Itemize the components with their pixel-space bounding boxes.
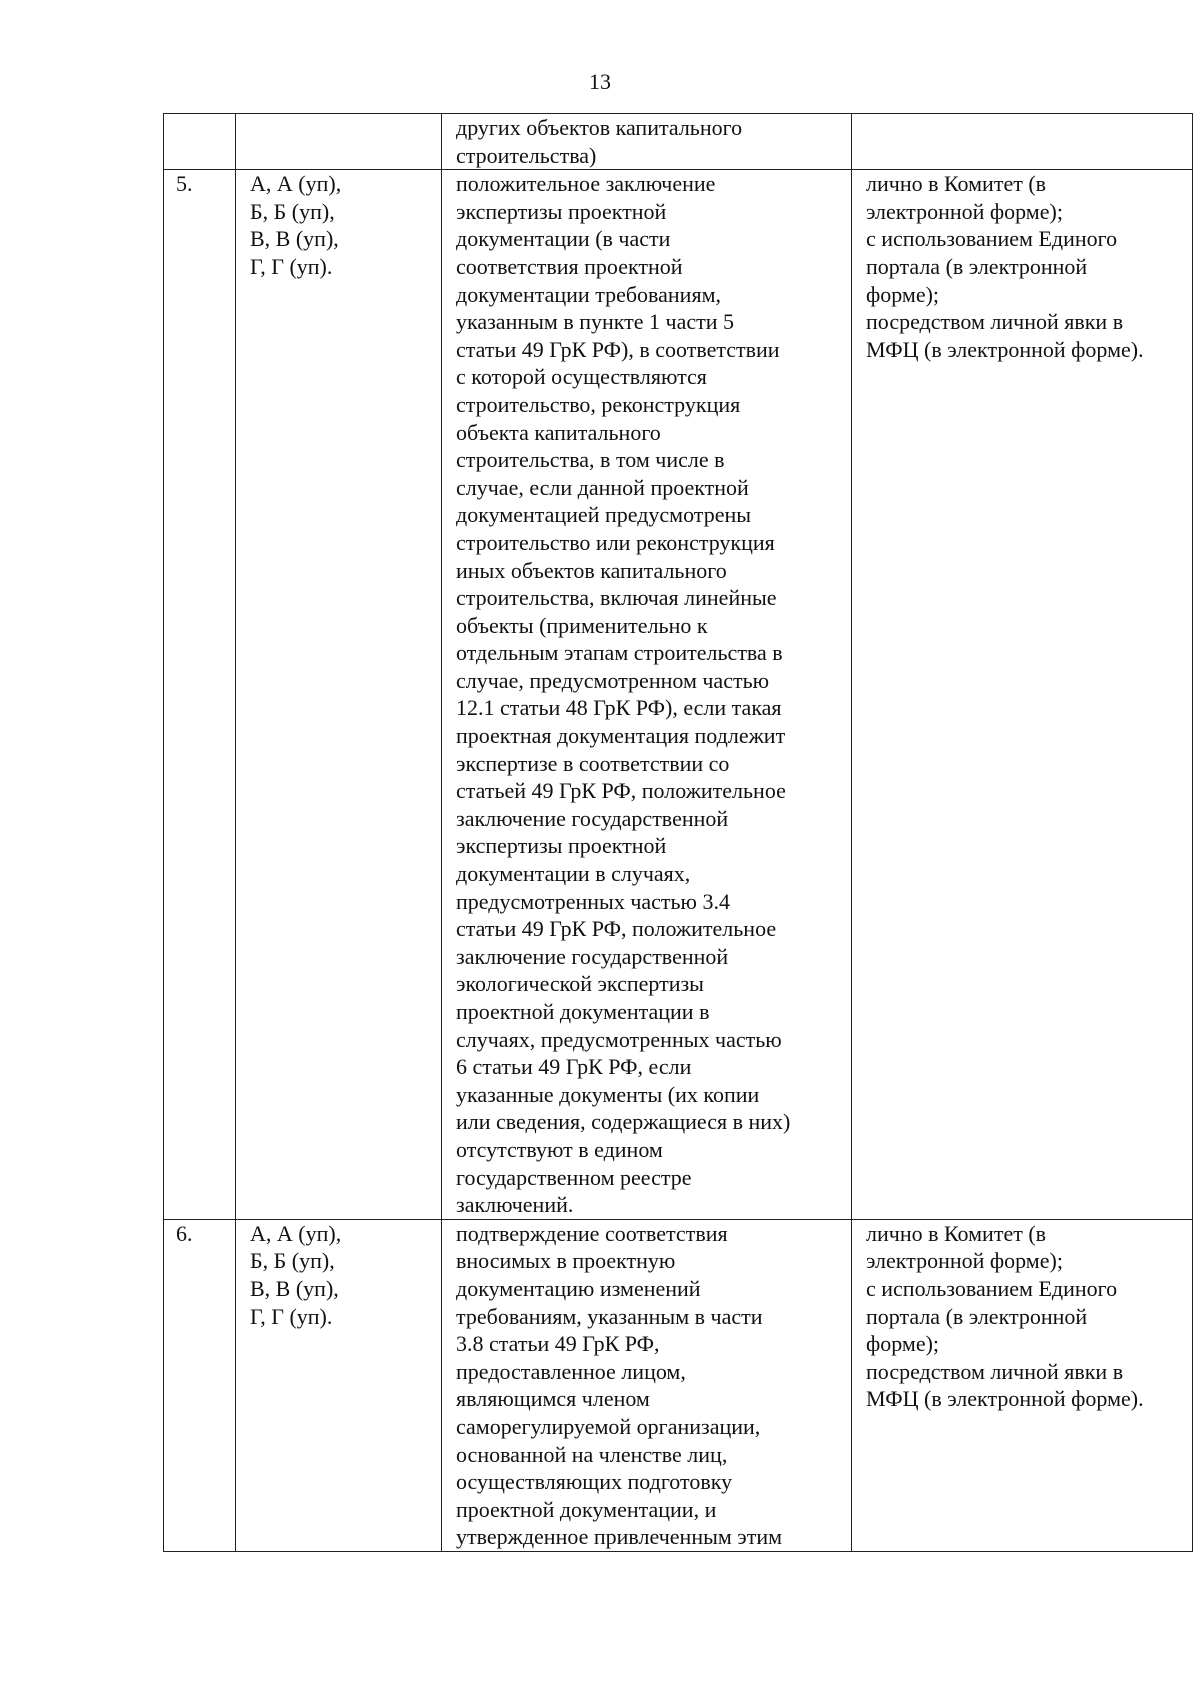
- document-description-line: экологической экспертизы: [456, 971, 704, 997]
- categories-line: А, А (уп),: [250, 1220, 342, 1246]
- document-description-line: положительное заключение: [456, 171, 716, 197]
- categories-cell: [236, 114, 442, 170]
- document-description-line: документации требованиям,: [456, 281, 721, 307]
- document-description-line: документации в случаях,: [456, 861, 691, 887]
- table-row: [164, 1219, 1193, 1551]
- document-description-cell: [442, 114, 852, 170]
- document-description-line: указанные документы (их копии: [456, 1081, 760, 1107]
- document-description-line: 12.1 статьи 48 ГрК РФ), если такая: [456, 695, 782, 721]
- submission-method-line: с использованием Единого: [866, 1275, 1118, 1301]
- submission-method-line: портала (в электронной: [866, 1303, 1088, 1329]
- document-description-line: саморегулируемой организации,: [456, 1413, 761, 1439]
- documents-table: [163, 113, 1193, 1552]
- document-description-line: предусмотренных частью 3.4: [456, 888, 730, 914]
- document-description-line: указанным в пункте 1 части 5: [456, 309, 735, 335]
- document-description-line: заключений.: [456, 1192, 574, 1218]
- document-description-cell: [442, 170, 852, 1220]
- document-description-line: случае, если данной проектной: [456, 474, 749, 500]
- document-description-line: объекты (применительно к: [456, 612, 708, 638]
- categories-line: Б, Б (уп),: [250, 1248, 335, 1274]
- document-description-line: вносимых в проектную: [456, 1248, 676, 1274]
- document-description-line: экспертизе в соответствии со: [456, 750, 730, 776]
- document-description-line: статьи 49 ГрК РФ, положительное: [456, 916, 777, 942]
- table-row: [164, 170, 1193, 1220]
- document-description-line: предоставленное лицом,: [456, 1358, 686, 1384]
- document-description-line: документации (в части: [456, 226, 671, 252]
- document-description-line: соответствия проектной: [456, 253, 683, 279]
- document-description-line: являющимся членом: [456, 1386, 650, 1412]
- document-description-line: с которой осуществляются: [456, 364, 707, 390]
- submission-method-cell: [852, 1219, 1193, 1551]
- document-description-line: объекта капитального: [456, 419, 661, 445]
- submission-method-line: с использованием Единого: [866, 226, 1118, 252]
- submission-method-line: лично в Комитет (в: [866, 171, 1047, 197]
- document-description-line: документацией предусмотрены: [456, 502, 752, 528]
- document-description-line: случае, предусмотренном частью: [456, 667, 770, 693]
- document-description-line: проектной документации в: [456, 999, 710, 1024]
- submission-method-line: МФЦ (в электронной форме).: [866, 336, 1144, 362]
- document-description-line: государственном реестре: [456, 1164, 692, 1190]
- document-description-line: строительства, в том числе в: [456, 447, 725, 473]
- document-description-line: случаях, предусмотренных частью: [456, 1026, 782, 1052]
- document-description-cell: [442, 1219, 852, 1551]
- document-description-line: заключение государственной: [456, 943, 729, 969]
- row-number-cell: [164, 170, 236, 1220]
- submission-method-cell: [852, 170, 1193, 1220]
- document-description-line: проектная документация подлежит: [456, 723, 786, 749]
- document-description-line: иных объектов капитального: [456, 557, 727, 583]
- row-number: 6.: [176, 1220, 193, 1246]
- submission-method-cell: [852, 114, 1193, 170]
- submission-method-line: форме);: [866, 281, 940, 307]
- document-description-line: строительство или реконструкция: [456, 529, 775, 555]
- categories-line: Г, Г (уп).: [250, 253, 333, 279]
- submission-method-line: портала (в электронной: [866, 253, 1088, 279]
- table-row: [164, 114, 1193, 170]
- document-description-line: документацию изменений: [456, 1275, 701, 1301]
- submission-method-line: посредством личной явки в: [866, 309, 1124, 335]
- document-description-line: требованиям, указанным в части: [456, 1303, 763, 1329]
- document-description-line: строительства): [456, 142, 597, 168]
- document-description-line: осуществляющих подготовку: [456, 1469, 733, 1495]
- row-number: 5.: [176, 171, 193, 197]
- submission-method-line: посредством личной явки в: [866, 1358, 1124, 1384]
- page-number: 13: [589, 69, 611, 94]
- categories-cell: [236, 170, 442, 1220]
- document-description-line: 6 статьи 49 ГрК РФ, если: [456, 1054, 692, 1080]
- document-description-line: утвержденное привлеченным этим: [456, 1524, 783, 1550]
- document-description-line: заключение государственной: [456, 805, 729, 831]
- document-description-line: отсутствуют в едином: [456, 1136, 663, 1162]
- table-body: [164, 114, 1193, 1552]
- document-description-line: подтверждение соответствия: [456, 1220, 728, 1246]
- document-description-line: статьей 49 ГрК РФ, положительное: [456, 778, 786, 804]
- submission-method-line: электронной форме);: [866, 1248, 1063, 1274]
- document-description-line: отдельным этапам строительства в: [456, 640, 783, 666]
- categories-line: Г, Г (уп).: [250, 1303, 333, 1329]
- categories-line: Б, Б (уп),: [250, 198, 335, 224]
- categories-line: В, В (уп),: [250, 1275, 339, 1301]
- document-description-line: 3.8 статьи 49 ГрК РФ,: [456, 1331, 660, 1357]
- document-description-line: строительство, реконструкция: [456, 391, 741, 417]
- document-description-line: основанной на членстве лиц,: [456, 1441, 728, 1467]
- document-description-line: экспертизы проектной: [456, 198, 667, 224]
- submission-method-line: лично в Комитет (в: [866, 1220, 1047, 1246]
- submission-method-line: электронной форме);: [866, 198, 1063, 224]
- submission-method-line: МФЦ (в электронной форме).: [866, 1386, 1144, 1412]
- document-description-line: экспертизы проектной: [456, 833, 667, 859]
- categories-cell: [236, 1219, 442, 1551]
- document-description-line: статьи 49 ГрК РФ), в соответствии: [456, 336, 780, 362]
- categories-line: В, В (уп),: [250, 226, 339, 252]
- document-description-line: или сведения, содержащиеся в них): [456, 1109, 791, 1135]
- row-number-cell: [164, 1219, 236, 1551]
- document-description-line: проектной документации, и: [456, 1496, 717, 1522]
- document-description-line: строительства, включая линейные: [456, 585, 777, 611]
- row-number-cell: [164, 114, 236, 170]
- document-description-line: других объектов капитального: [456, 115, 743, 140]
- submission-method-line: форме);: [866, 1331, 940, 1357]
- categories-line: А, А (уп),: [250, 171, 342, 197]
